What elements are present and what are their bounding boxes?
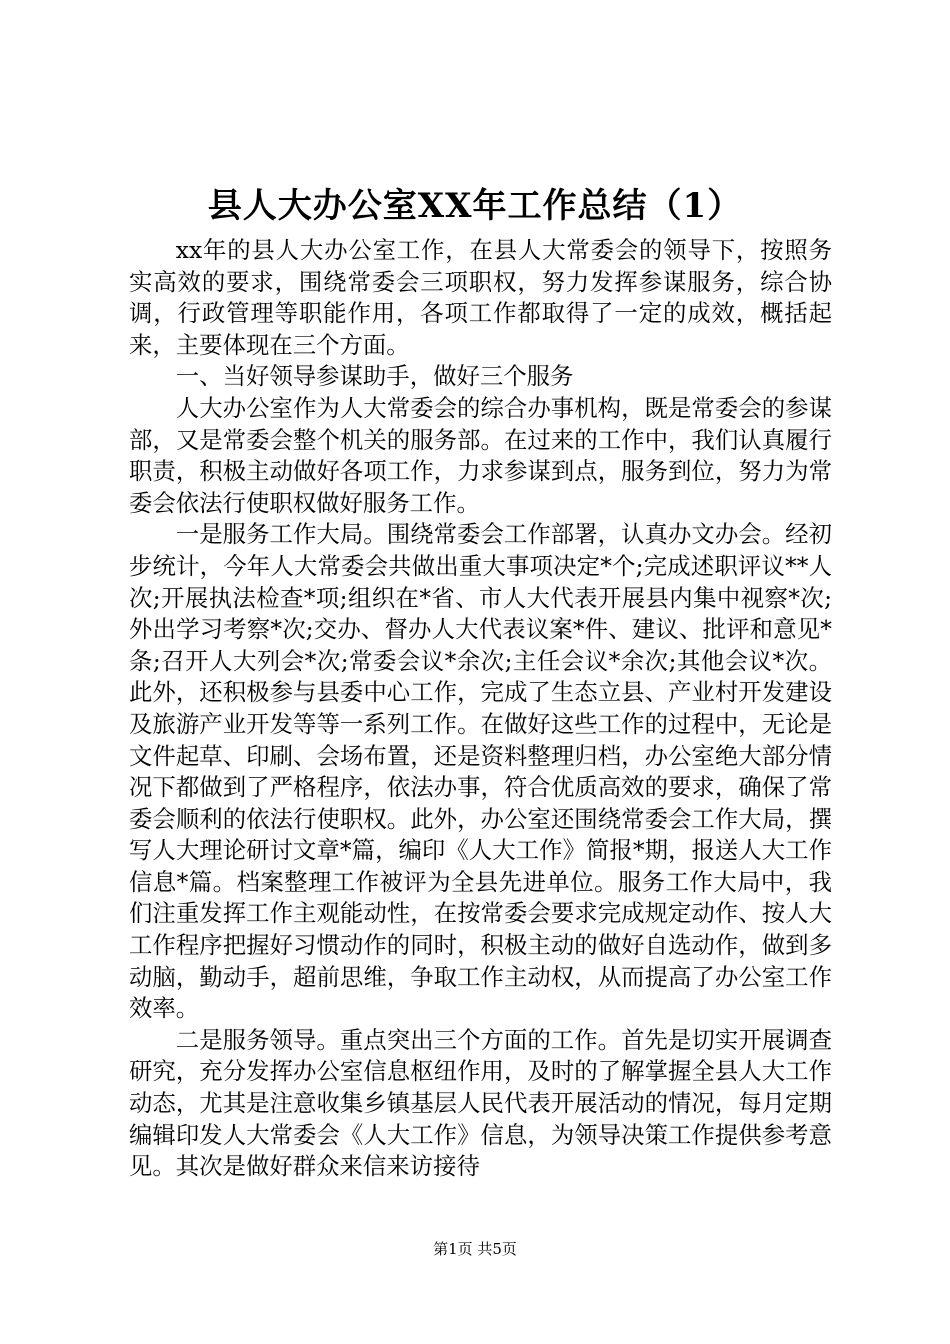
section-heading-1: 一、当好领导参谋助手，做好三个服务 <box>175 362 574 391</box>
paragraph-intro: xx年的县人大办公室工作，在县人大常委会的领导下，按照务实高效的要求，围绕常委会三项职权，努力发挥参谋服务，综合协调，行政管理等职能作用，各项工作都取得了一定的成效，概括起来，主要体现在三个方面。 <box>129 236 832 359</box>
paragraph-office-role: 人大办公室作为人大常委会的综合办事机构，既是常委会的参谋部，又是常委会整个机关的服务部。在过来的工作中，我们认真履行职责，积极主动做好各项工作，力求参谋到点，服务到位，努力为常委会依法行使职权做好服务工作。 <box>129 393 832 517</box>
document-title: 县人大办公室XX年工作总结（1） <box>207 186 743 226</box>
paragraph-serve-overall: 一是服务工作大局。围绕常委会工作部署，认真办文办会。经初步统计，今年人大常委会共做出重大事项决定*个;完成述职评议**人次;开展执法检查*项;组织在*省、市人大代表开展县内集中视察*次;外出学习考察*次;交办、督办人大代表议案*件、建议、批评和意见*条;召开人大列会*次;常委会议*余次;主任会议*余次;其他会议*次。此外，还积极参与县委中心工作，完成了生态立县、产业村开发建设及旅游产业开发等等一系列工作。在做好这些工作的过程中，无论是文件起草、印刷、会场布置，还是资料整理归档，办公室绝大部分情况下都做到了严格程序，依法办事，符合优质高效的要求，确保了常委会顺利的依法行使职权。此外，办公室还围绕常委会工作大局，撰写人大理论研讨文章*篇，编印《人大工作》简报*期，报送人大工作信息*篇。档案整理工作被评为全县先进单位。服务工作大局中，我们注重发挥工作主观能动性，在按常委会要求完成规定动作、按人大工作程序把握好习惯动作的同时，积极主动的做好自选动作，做到多动脑，勤动手，超前思维，争取工作主动权，从而提高了办公室工作效率。 <box>129 520 832 1023</box>
paragraph-serve-leaders: 二是服务领导。重点突出三个方面的工作。首先是切实开展调查研究，充分发挥办公室信息枢纽作用，及时的了解掌握全县人大工作动态，尤其是注意收集乡镇基层人民代表开展活动的情况，每月定期编辑印发人大常委会《人大工作》信息，为领导决策工作提供参考意见。其次是做好群众来信来访接待 <box>129 1025 832 1181</box>
document-body <box>129 235 832 1183</box>
page-number-footer: 第1页 共5页 <box>433 1240 517 1258</box>
